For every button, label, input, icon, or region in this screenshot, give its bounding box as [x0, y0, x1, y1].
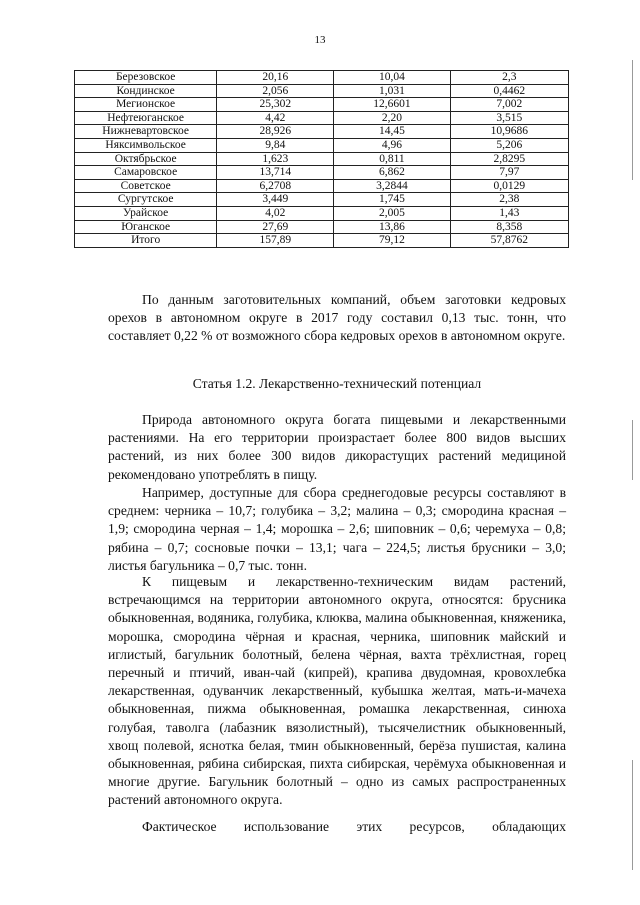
- value-cell-2: 3,2844: [334, 179, 450, 193]
- value-cell-3: 2,8295: [450, 152, 568, 166]
- value-cell-1: 13,714: [217, 166, 334, 180]
- value-cell-3: 57,8762: [450, 234, 568, 248]
- table-row: [75, 220, 569, 234]
- value-cell-3: 2,38: [450, 193, 568, 207]
- value-cell-1: 3,449: [217, 193, 334, 207]
- district-name-cell: Нижневартовское: [75, 125, 217, 139]
- district-name-cell: Кондинское: [75, 84, 217, 98]
- value-cell-3: 2,3: [450, 71, 568, 85]
- paragraph-text: Например, доступные для сбора среднегодовые ресурсы составляют в среднем: черника – 10,7; голубика – 3,2; малина – 0,3; смородина красная – 1,9; смородина черная – 1,4; морошка – 2,6; шиповник – 0,6; черемуха – 0,8; рябина – 0,7; сосновые почки – 13,1; чага – 224,5; листья брусники – 3,0; листья багульника – 0,7 тыс. тонн.: [108, 485, 566, 573]
- value-cell-1: 4,02: [217, 206, 334, 220]
- table-row: [75, 193, 569, 207]
- district-name-cell: Нефтеюганское: [75, 111, 217, 125]
- value-cell-1: 1,623: [217, 152, 334, 166]
- paragraph-actual-use: [108, 818, 566, 836]
- value-cell-1: 9,84: [217, 138, 334, 152]
- value-cell-2: 2,20: [334, 111, 450, 125]
- table-row: [75, 111, 569, 125]
- scan-edge-mark: [632, 60, 633, 180]
- value-cell-3: 5,206: [450, 138, 568, 152]
- district-name-cell: Урайское: [75, 206, 217, 220]
- value-cell-2: 14,45: [334, 125, 450, 139]
- value-cell-1: 20,16: [217, 71, 334, 85]
- paragraph-average-resources: [108, 484, 566, 575]
- value-cell-1: 28,926: [217, 125, 334, 139]
- value-cell-3: 1,43: [450, 206, 568, 220]
- value-cell-3: 0,4462: [450, 84, 568, 98]
- section-heading: Статья 1.2. Лекарственно-технический потенциал: [192, 376, 482, 391]
- value-cell-2: 10,04: [334, 71, 450, 85]
- table-row: [75, 98, 569, 112]
- table-row: [75, 166, 569, 180]
- value-cell-1: 27,69: [217, 220, 334, 234]
- table-row: [75, 71, 569, 85]
- harvest-table-body: [75, 71, 569, 248]
- value-cell-3: 7,97: [450, 166, 568, 180]
- table-row: [75, 206, 569, 220]
- value-cell-2: 4,96: [334, 138, 450, 152]
- district-name-cell: Самаровское: [75, 166, 217, 180]
- value-cell-1: 4,42: [217, 111, 334, 125]
- table-row: [75, 138, 569, 152]
- table-row: [75, 152, 569, 166]
- table-row: [75, 84, 569, 98]
- value-cell-2: 2,005: [334, 206, 450, 220]
- value-cell-1: 157,89: [217, 234, 334, 248]
- table-row: [75, 179, 569, 193]
- scan-edge-mark: [632, 420, 633, 480]
- value-cell-3: 3,515: [450, 111, 568, 125]
- paragraph-text: К пищевым и лекарственно-техническим видам растений, встречающимся на территории автономного округа, относятся: брусника обыкновенная, водяника, голубика, клюква, малина обыкновенная, княженика, морошка, смородина чёрная и красная, черника, шиповник майский и иглистый, багульник болотный, белена чёрная, вахта трёхлистная, горец перечный и птичий, иван-чай (кипрей), крапива двудомная, кровохлебка лекарственная, одуванчик лекарственный, кубышка желтая, мать-и-мачеха обыкновенная, пижма обыкновенная, ромашка лекарственная, синюха голубая, таволга (лабазник вязолистный), тысячелистник обыкновенный, хвощ полевой, яснотка белая, тмин обыкновенный, берёза пушистая, калина обыкновенная, рябина сибирская, пихта сибирская, черёмуха обыкновенная и многие другие. Багульник болотный – одно из самых распространенных растений автономного округа.: [108, 574, 566, 808]
- value-cell-3: 8,358: [450, 220, 568, 234]
- page-number: 13: [314, 34, 326, 46]
- scan-edge-mark: [632, 760, 633, 870]
- value-cell-2: 79,12: [334, 234, 450, 248]
- value-cell-3: 0,0129: [450, 179, 568, 193]
- value-cell-2: 6,862: [334, 166, 450, 180]
- district-name-cell: Итого: [75, 234, 217, 248]
- district-name-cell: Советское: [75, 179, 217, 193]
- value-cell-1: 2,056: [217, 84, 334, 98]
- paragraph-cedar-harvest: [108, 291, 566, 346]
- value-cell-3: 7,002: [450, 98, 568, 112]
- paragraph-text: Природа автономного округа богата пищевыми и лекарственными растениями. На его территории произрастает более 800 видов высших растений, из них более 300 видов дикорастущих растений медициной рекомендовано употреблять в пищу.: [108, 412, 566, 482]
- district-name-cell: Мегионское: [75, 98, 217, 112]
- table-row: [75, 234, 569, 248]
- value-cell-2: 1,745: [334, 193, 450, 207]
- value-cell-2: 12,6601: [334, 98, 450, 112]
- district-name-cell: Юганское: [75, 220, 217, 234]
- paragraph-nature-richness: [108, 411, 566, 484]
- value-cell-2: 13,86: [334, 220, 450, 234]
- district-name-cell: Октябрьское: [75, 152, 217, 166]
- paragraph-text: По данным заготовительных компаний, объем заготовки кедровых орехов в автономном округе в 2017 году составил 0,13 тыс. тонн, что составляет 0,22 % от возможного сбора кедровых орехов в автономном округе.: [108, 292, 566, 344]
- value-cell-1: 6,2708: [217, 179, 334, 193]
- value-cell-2: 0,811: [334, 152, 450, 166]
- district-name-cell: Сургутское: [75, 193, 217, 207]
- district-name-cell: Березовское: [75, 71, 217, 85]
- district-name-cell: Няксимвольское: [75, 138, 217, 152]
- value-cell-3: 10,9686: [450, 125, 568, 139]
- value-cell-1: 25,302: [217, 98, 334, 112]
- paragraph-text: Фактическое использование этих ресурсов, обладающих: [142, 819, 566, 834]
- value-cell-2: 1,031: [334, 84, 450, 98]
- paragraph-plant-species: [108, 573, 566, 810]
- harvest-table: [74, 70, 569, 248]
- table-row: [75, 125, 569, 139]
